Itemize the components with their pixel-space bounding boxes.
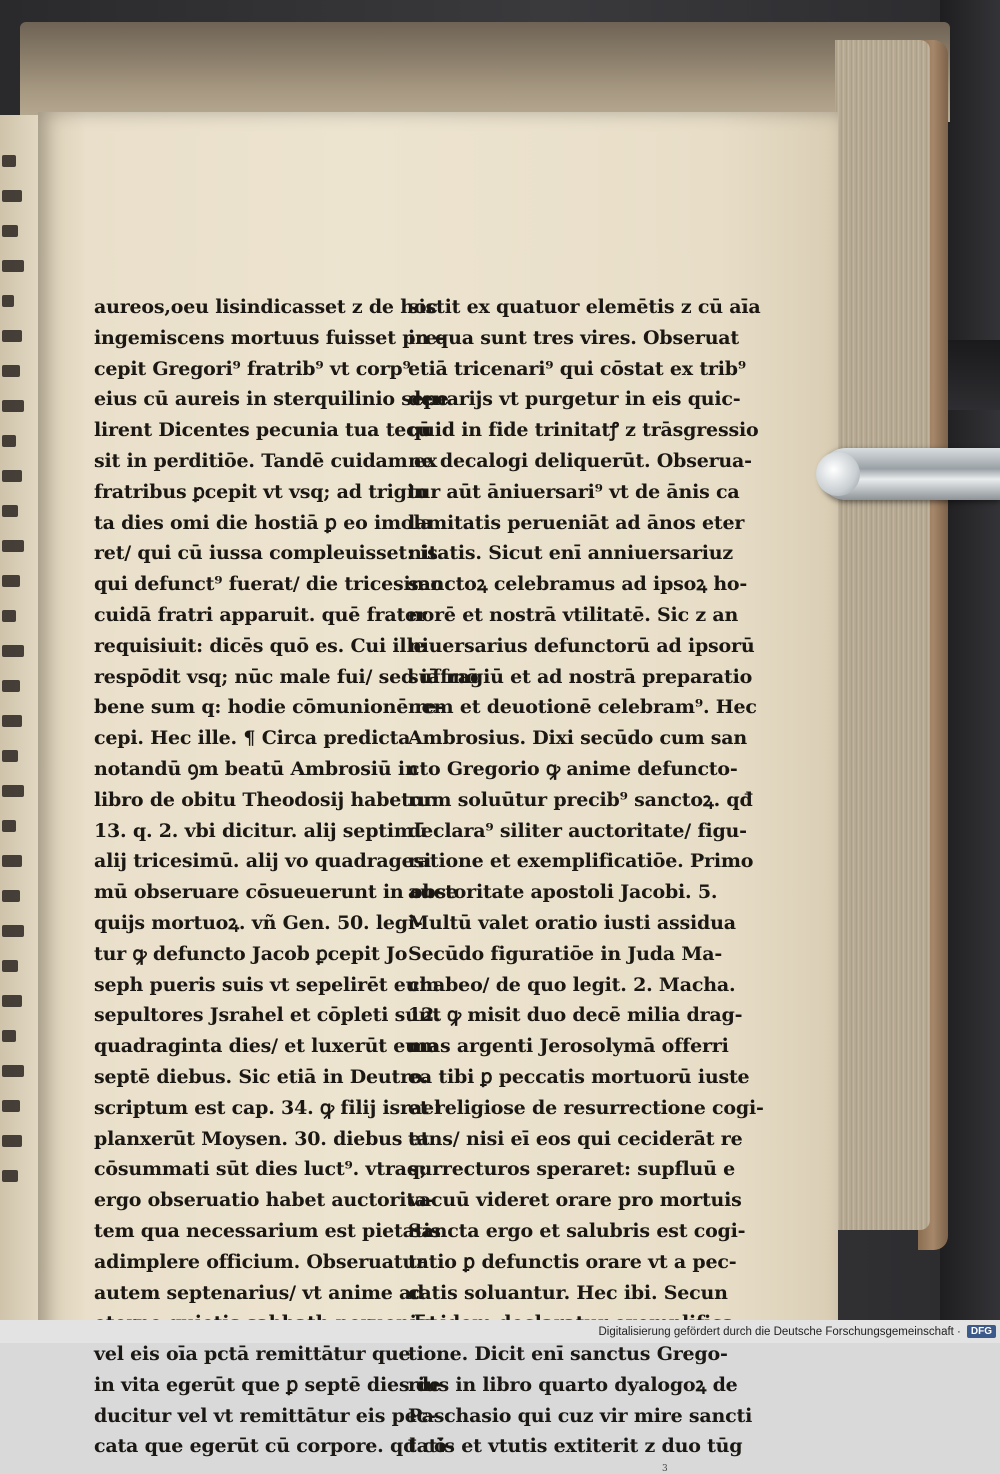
text-line: planxerūt Moysen. 30. diebus et [94, 1127, 430, 1150]
text-line: Paschasio qui cuz vir mire sancti [408, 1404, 753, 1427]
text-line: autem septenarius/ vt anime ad [94, 1281, 425, 1304]
text-line: bene sum q: hodie cōmunionē re- [94, 696, 444, 719]
text-line: 12. ꝙ misit duo decē milia drag- [408, 1004, 743, 1027]
text-line: tatio ꝑ defunctis orare vt a pec- [408, 1250, 737, 1273]
text-line: tur ꝙ defuncto Jacob ꝑcepit Jo [94, 942, 408, 965]
signature-mark: 3 [662, 1464, 668, 1474]
text-line: cōsummati sūt dies luct⁹. vtraq; [94, 1158, 427, 1181]
text-line: ingemiscens mortuus fuisset pre- [94, 326, 445, 349]
text-line: 13. q. 2. vbi dicitur. alij septimū [94, 819, 428, 842]
text-line: seph pueris suis vt sepelirēt eum [94, 973, 440, 996]
text-line: quadraginta dies/ et luxerūt eum [94, 1035, 439, 1058]
scanner-frame [940, 0, 1000, 1320]
text-line: suffragiū et ad nostrā preparatio [408, 665, 753, 688]
text-line: tem qua necessarium est pietatis [94, 1219, 441, 1242]
text-line: mas argenti Jerosolymā offerri [408, 1035, 729, 1058]
text-line: fratribus ꝑcepit vt vsq; ad trigin [94, 480, 428, 503]
text-line: ne decalogi deliquerūt. Obserua- [408, 449, 752, 472]
text-line: niuersarius defunctorū ad ipsorū [408, 634, 755, 657]
text-line: chabeo/ de quo legit. 2. Macha. [408, 973, 736, 996]
text-line: ea tibi ꝑ peccatis mortuorū iuste [408, 1065, 750, 1088]
text-line: libro de obitu Theodosij habetur [94, 788, 434, 811]
footer-bar [0, 1320, 1000, 1343]
text-line: tatis et vtutis extiterit z duo tūg [408, 1435, 743, 1458]
dfg-logo: DFG [967, 1325, 996, 1338]
text-line: ret/ qui cū iussa compleuisset: is [94, 542, 438, 565]
text-line: tur aūt āniuersari⁹ vt de ānis ca [408, 480, 740, 503]
text-line: septē diebus. Sic etiā in Deutro. [94, 1065, 429, 1088]
text-line: norē et nostrā vtilitatē. Sic z an [408, 603, 739, 626]
text-line: in qua sunt tres vires. Obseruat [408, 326, 739, 349]
text-line: mū obseruare cōsueuerunt in obse [94, 881, 458, 904]
text-line: tione. Dicit enī sanctus Grego- [408, 1343, 728, 1366]
text-line: rum soluūtur precib⁹ sanctoꝝ. qđ [408, 788, 753, 811]
book-page [38, 112, 838, 1474]
text-line: notandū ꝯm beatū Ambrosiū in [94, 757, 419, 780]
right-text-column [408, 292, 764, 1462]
text-line: vacuū videret orare pro mortuis [408, 1189, 742, 1212]
text-line: lamitatis perueniāt ad ānos eter [408, 511, 745, 534]
text-line: respōdit vsq; nūc male fui/ sed iā mō [94, 665, 479, 688]
text-line: tans/ nisi eī eos qui ceciderāt re [408, 1127, 743, 1150]
text-line: Multū valet oratio iusti assidua [408, 911, 736, 934]
text-line: Sancta ergo et salubris est cogi- [408, 1219, 746, 1242]
text-line: cto Gregorio ꝙ anime defuncto- [408, 757, 738, 780]
text-line: adimplere officium. Obseruatur [94, 1250, 426, 1273]
text-line: nitatis. Sicut enī anniuersariuz [408, 542, 733, 565]
text-line: declara⁹ siliter auctoritate/ figu- [408, 819, 747, 842]
text-line: requisiuit: dicēs quō es. Cui ille [94, 634, 426, 657]
text-line: quijs mortuoꝝ. vñ Gen. 50. legi- [94, 911, 423, 934]
facing-page-sliver [0, 115, 38, 1320]
text-line: eius cū aureis in sterquilinio sepe [94, 388, 449, 411]
text-line: vel eis oīa pctā remittātur que [94, 1343, 411, 1366]
text-line: auctoritate apostoli Jacobi. 5. [408, 881, 718, 904]
text-line: aureos,oeu lisindicasset z de hoc [94, 296, 438, 318]
text-line: sistit ex quatuor elemētis z cū aīa [408, 296, 761, 318]
text-line: scriptum est cap. 34. ꝙ filij israel [94, 1096, 441, 1119]
text-line: ducitur vel vt remittātur eis pec- [94, 1404, 436, 1427]
text-line: alij tricesimū. alij vo quadragesi [94, 850, 432, 873]
text-line: lirent Dicentes pecunia tua tecū [94, 419, 432, 442]
text-line: rius in libro quarto dyalogoꝝ de [408, 1373, 738, 1396]
text-line: surrecturos speraret: supfluū e [408, 1158, 735, 1181]
text-line: ta dies omi die hostiā ꝑ eo imola [94, 511, 433, 534]
text-line: cuidā fratri apparuit. quē frater [94, 603, 427, 626]
text-line: sanctoꝝ celebramus ad ipsoꝝ ho- [408, 573, 748, 596]
page-clamp-tip [816, 452, 860, 496]
left-text-column [94, 292, 479, 1462]
page-block-edges [835, 40, 930, 1230]
text-line: denarijs vt purgetur in eis quic- [408, 388, 741, 411]
text-line: in vita egerūt que ꝑ septē dies de [94, 1373, 441, 1396]
text-line: sit in perditiōe. Tandē cuidam ex [94, 449, 437, 472]
text-line: etiā tricenari⁹ qui cōstat ex trib⁹ [408, 357, 746, 380]
text-line: nem et deuotionē celebram⁹. Hec [408, 696, 757, 719]
book-top-edge [20, 22, 950, 122]
text-line: Secūdo figuratiōe in Juda Ma- [408, 942, 723, 965]
text-line: cepi. Hec ille. ¶ Circa predicta [94, 727, 411, 750]
text-line: cata que egerūt cū corpore. qđ cō- [94, 1435, 455, 1458]
text-line: Ambrosius. Dixi secūdo cum san [408, 727, 747, 750]
text-line: sepultores Jsrahel et cōpleti sunt [94, 1004, 441, 1027]
text-line: quid in fide trinitatꝭ z trāsgressio [408, 419, 759, 442]
text-line: qui defunct⁹ fuerat/ die tricesimo [94, 573, 443, 596]
text-line: et religiose de resurrectione cogi- [408, 1096, 764, 1119]
text-line: catis soluantur. Hec ibi. Secun [408, 1281, 728, 1304]
text-line: ratione et exemplificatiōe. Primo [408, 850, 754, 873]
text-line: ergo obseruatio habet auctorita- [94, 1189, 435, 1212]
funding-notice: Digitalisierung gefördert durch die Deutsche Forschungsgemeinschaft · [598, 1325, 961, 1338]
text-line: cepit Gregori⁹ fratrib⁹ vt corp⁹ [94, 357, 411, 380]
